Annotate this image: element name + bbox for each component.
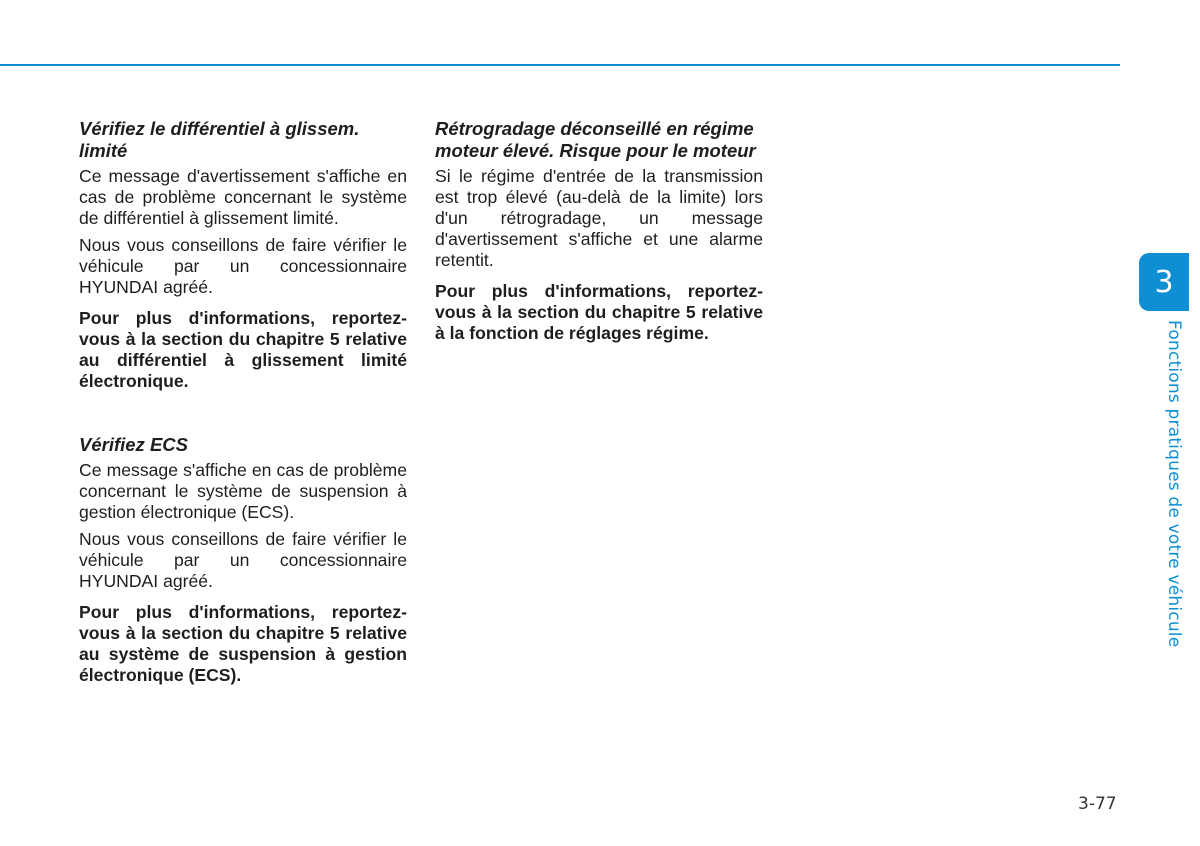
paragraph-downshift-warning: Si le régime d'entrée de la transmission est trop élevé (au-delà de la limite) lors d'un rétrogradage, un message d'avertissement s'affiche et une alarme retentit. (435, 166, 763, 270)
section-heading-lsd: Vérifiez le différentiel à glissem. limité (79, 118, 360, 161)
section-heading-ecs: Vérifiez ECS (79, 434, 188, 455)
left-column (79, 118, 407, 686)
right-column (435, 118, 763, 344)
paragraph-ecs-advice: Nous vous conseillons de faire vérifier le véhicule par un concessionnaire HYUNDAI agréé. (79, 529, 407, 591)
header-divider (0, 64, 1120, 66)
chapter-title: Fonctions pratiques de votre véhicule (1164, 320, 1184, 648)
section-heading-downshift: Rétrogradage déconseillé en régime moteur élevé. Risque pour le moteur (435, 118, 756, 161)
chapter-tab: 3 (1139, 253, 1189, 311)
note-downshift-reference: Pour plus d'informations, reportez-vous à la section du chapitre 5 relative à la fonction de réglages régime. (435, 281, 763, 343)
paragraph-lsd-advice: Nous vous conseillons de faire vérifier le véhicule par un concessionnaire HYUNDAI agréé. (79, 235, 407, 297)
paragraph-lsd-warning: Ce message d'avertissement s'affiche en cas de problème concernant le système de différentiel à glissement limité. (79, 166, 407, 228)
page-number: 3-77 (1078, 794, 1117, 814)
paragraph-ecs-warning: Ce message s'affiche en cas de problème concernant le système de suspension à gestion électronique (ECS). (79, 460, 407, 522)
note-lsd-reference: Pour plus d'informations, reportez-vous à la section du chapitre 5 relative au différentiel à glissement limité électronique. (79, 308, 407, 391)
note-ecs-reference: Pour plus d'informations, reportez-vous à la section du chapitre 5 relative au système de suspension à gestion électronique (ECS). (79, 602, 407, 685)
